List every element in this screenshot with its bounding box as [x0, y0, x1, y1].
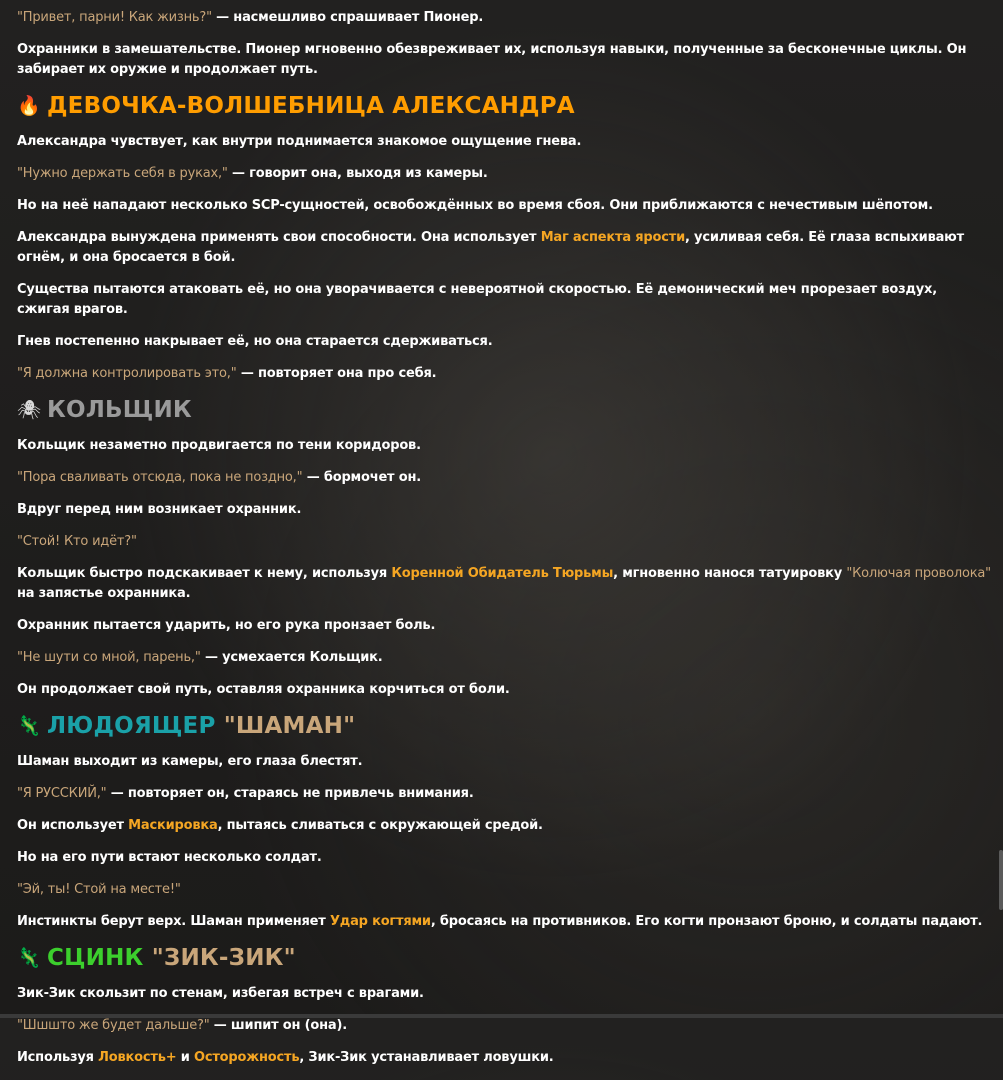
narration: — усмехается Кольщик. [200, 650, 383, 665]
paragraph: Он продолжает свой путь, оставляя охранника корчиться от боли. [17, 682, 510, 697]
paragraph [17, 880, 992, 900]
narration: — повторяет он, стараясь не привлечь внимания. [106, 786, 474, 801]
heading-title: КОЛЬЩИК [47, 397, 192, 423]
paragraph [17, 164, 992, 184]
narration: Инстинкты берут верх. Шаман применяет [17, 914, 330, 929]
quote: "Привет, парни! Как жизнь?" [17, 10, 212, 25]
section-heading-alexandra [17, 92, 992, 120]
quote: "Не шути со мной, парень," [17, 650, 201, 665]
quote: "Стой! Кто идёт?" [17, 534, 137, 549]
story-document [17, 8, 992, 1080]
section-heading-shaman [17, 712, 992, 740]
narration: , Зик-Зик устанавливает ловушки. [299, 1050, 554, 1065]
paragraph: Гнев постепенно накрывает её, но она старается сдерживаться. [17, 334, 493, 349]
heading-title: ДЕВОЧКА-ВОЛШЕБНИЦА АЛЕКСАНДРА [47, 93, 575, 119]
paragraph: Вдруг перед ним возникает охранник. [17, 502, 302, 517]
spider-icon: 🕷 [17, 399, 42, 421]
heading-title-race: ЛЮДОЯЩЕР [47, 713, 216, 739]
paragraph: Александра чувствует, как внутри поднимается знакомое ощущение гнева. [17, 134, 582, 149]
quote: "Колючая проволока" [846, 566, 991, 581]
paragraph [17, 228, 992, 268]
quote: "Я должна контролировать это," [17, 366, 237, 381]
scrollbar-thumb[interactable] [999, 850, 1003, 910]
paragraph [17, 912, 992, 932]
ability-highlight: Осторожность [193, 1050, 300, 1065]
paragraph [17, 1048, 992, 1068]
narration: на запястье охранника. [17, 586, 191, 601]
ability-highlight: Ловкость+ [98, 1050, 177, 1065]
heading-title-race: СЦИНК [47, 945, 144, 971]
narration: , пытаясь сливаться с окружающей средой. [217, 818, 543, 833]
paragraph: Охранник пытается ударить, но его рука пронзает боль. [17, 618, 436, 633]
lizard-icon: 🦎 [17, 947, 41, 969]
narration: , бросаясь на противников. Его когти пронзают броню, и солдаты падают. [430, 914, 983, 929]
narration: Кольщик быстро подскакивает к нему, используя [17, 566, 392, 581]
paragraph: Охранники в замешательстве. Пионер мгновенно обезвреживает их, используя навыки, полученные за бесконечные циклы. Он забирает их оружие и продолжает путь. [17, 42, 967, 77]
narration: Он использует [17, 818, 129, 833]
quote: "Пора сваливать отсюда, пока не поздно," [17, 470, 303, 485]
narration: и [176, 1050, 194, 1065]
narration: , мгновенно нанося татуировку [613, 566, 847, 581]
ability-highlight: Маскировка [128, 818, 218, 833]
lizard-icon: 🦎 [17, 715, 41, 737]
quote: "Я РУССКИЙ," [17, 786, 107, 801]
narration: , усиливая себя. Её глаза вспыхивают огнём, и она бросается в бой. [17, 230, 964, 265]
paragraph: Но на неё нападают несколько SCP-сущностей, освобождённых во время сбоя. Они приближаются с нечестивым шёпотом. [17, 198, 933, 213]
paragraph [17, 364, 992, 384]
paragraph: Шаман выходит из камеры, его глаза блестят. [17, 754, 363, 769]
narration: — бормочет он. [302, 470, 421, 485]
paragraph [17, 8, 992, 28]
section-heading-kolshchik [17, 396, 992, 424]
paragraph: Существа пытаются атаковать её, но она уворачивается с невероятной скоростью. Её демонический меч прорезает воздух, сжигая врагов. [17, 282, 937, 317]
paragraph: Зик-Зик скользит по стенам, избегая встреч с врагами. [17, 986, 424, 1001]
narration: Александра вынуждена применять свои способности. Она использует [17, 230, 541, 245]
paragraph [17, 532, 992, 552]
paragraph [17, 648, 992, 668]
paragraph [17, 1016, 992, 1036]
heading-title-name: "ЗИК-ЗИК" [151, 945, 296, 971]
heading-title-name: "ШАМАН" [223, 713, 356, 739]
fire-icon: 🔥 [17, 95, 41, 117]
paragraph [17, 816, 992, 836]
quote: "Шшшто же будет дальше?" [17, 1018, 210, 1033]
paragraph: Но на его пути встают несколько солдат. [17, 850, 322, 865]
narration: — говорит она, выходя из камеры. [227, 166, 488, 181]
ability-highlight: Коренной Обидатель Тюрьмы [391, 566, 614, 581]
paragraph: Кольщик незаметно продвигается по тени коридоров. [17, 438, 421, 453]
narration: Используя [17, 1050, 99, 1065]
section-heading-zik-zik [17, 944, 992, 972]
bottom-border [0, 1014, 1003, 1018]
quote: "Нужно держать себя в руках," [17, 166, 228, 181]
paragraph [17, 564, 992, 604]
paragraph [17, 468, 992, 488]
quote: "Эй, ты! Стой на месте!" [17, 882, 181, 897]
ability-highlight: Удар когтями [329, 914, 431, 929]
narration: — повторяет она про себя. [236, 366, 437, 381]
narration: — шипит он (она). [209, 1018, 347, 1033]
paragraph [17, 784, 992, 804]
narration: — насмешливо спрашивает Пионер. [211, 10, 484, 25]
ability-highlight: Маг аспекта ярости [540, 230, 685, 245]
